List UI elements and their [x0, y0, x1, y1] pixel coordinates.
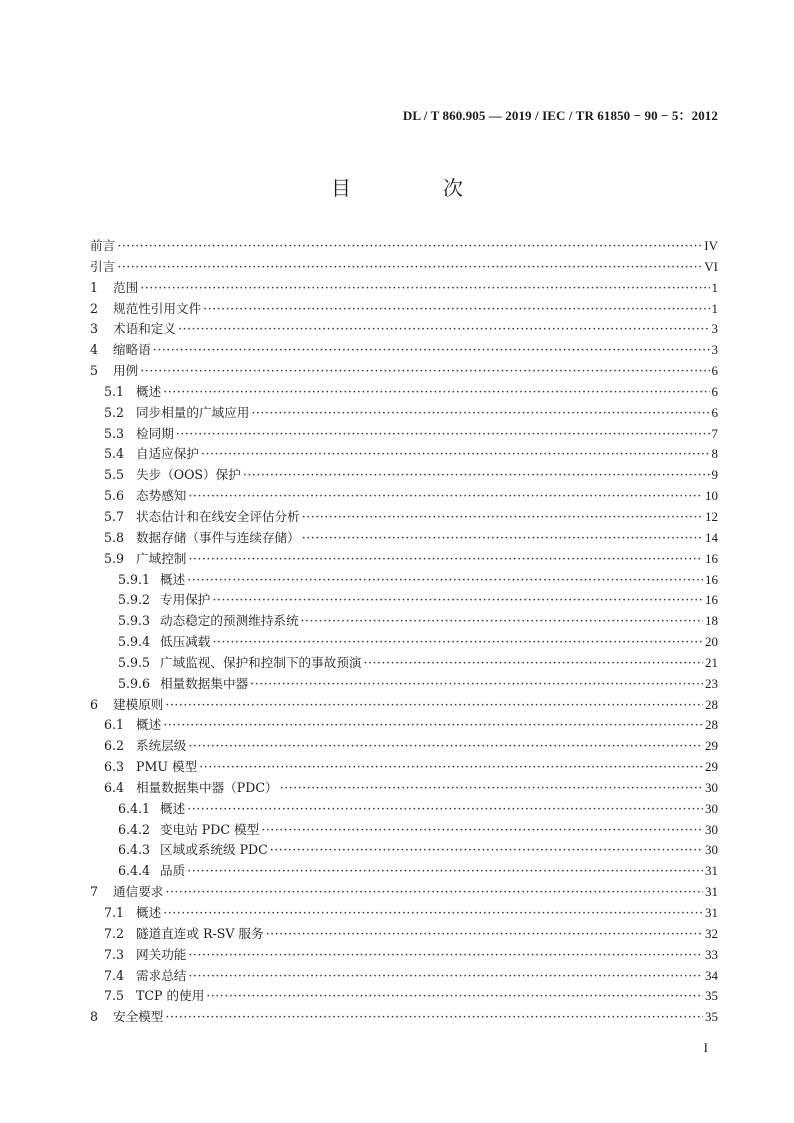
toc-entry-page: VI	[704, 258, 718, 274]
toc-entry-label: 低压减载	[160, 634, 211, 650]
toc-entry-number: 7.4	[104, 967, 125, 983]
toc-entry-page: 23	[705, 675, 718, 691]
toc-entry[interactable]	[90, 590, 718, 611]
toc-entry-number: 1	[90, 279, 99, 295]
toc-entry[interactable]	[90, 757, 718, 778]
toc-entry-number: 2	[90, 300, 99, 316]
toc-entry-number: 7.2	[104, 925, 125, 941]
toc-entry-number: 6.4.4	[118, 863, 151, 879]
toc-entry-page: 30	[705, 800, 718, 816]
toc-entry[interactable]	[90, 653, 718, 674]
toc-entry-page: 33	[705, 946, 718, 962]
toc-entry-number: 5.1	[104, 383, 125, 399]
toc-entry-number: 5.9.6	[118, 675, 151, 691]
dot-leader	[261, 820, 703, 841]
toc-entry-label: 概述	[136, 905, 162, 920]
toc-entry-number: 5.4	[104, 446, 125, 462]
toc-entry[interactable]	[90, 861, 718, 882]
toc-entry-label: 隧道直连或 R-SV 服务	[136, 925, 264, 941]
toc-entry-page: 35	[705, 1009, 718, 1025]
dot-leader	[188, 945, 703, 966]
dot-leader	[163, 715, 703, 736]
toc-entry[interactable]	[90, 465, 718, 486]
toc-entry-page: 30	[705, 821, 718, 837]
dot-leader	[188, 549, 703, 570]
toc-entry[interactable]	[90, 736, 718, 757]
toc-entry-label: 网关功能	[136, 946, 187, 962]
toc-entry-label: 需求总结	[136, 967, 187, 983]
dot-leader	[301, 611, 703, 632]
toc-entry-label: 广域控制	[136, 550, 187, 566]
toc-entry-number: 5.9.3	[118, 613, 151, 629]
dot-leader	[251, 403, 709, 424]
toc-entry-number: 7.1	[104, 905, 125, 920]
toc-entry[interactable]	[90, 507, 718, 528]
toc-entry-label: 状态估计和在线安全评估分析	[136, 508, 300, 524]
page-title: 目 次	[331, 176, 499, 200]
toc-entry[interactable]	[90, 257, 718, 278]
dot-leader	[117, 236, 702, 257]
toc-entry-label: 引言	[90, 258, 116, 274]
dot-leader	[140, 361, 709, 382]
toc-entry-page: 29	[705, 738, 718, 754]
toc-entry-number: 6.4	[104, 779, 125, 795]
toc-entry-page: 3	[711, 321, 718, 337]
toc-entry[interactable]	[90, 986, 718, 1007]
toc-entry[interactable]	[90, 674, 718, 695]
dot-leader	[302, 528, 703, 549]
dot-leader	[178, 319, 710, 340]
toc-entry-number: 5.3	[104, 425, 125, 441]
toc-entry[interactable]	[90, 924, 718, 945]
toc-entry-number: 5.2	[104, 404, 125, 420]
dot-leader	[302, 507, 703, 528]
dot-leader	[188, 486, 703, 507]
dot-leader	[270, 840, 703, 861]
toc-entry[interactable]	[90, 903, 718, 924]
toc-entry-page: 14	[705, 529, 718, 545]
toc-entry-label: 概述	[136, 717, 162, 733]
toc-entry-page: 35	[705, 988, 718, 1004]
toc-entry-page: 3	[711, 342, 718, 358]
dot-leader	[187, 861, 703, 882]
toc-entry-label: 检同期	[136, 425, 174, 441]
toc-entry[interactable]	[90, 424, 718, 445]
toc-entry-page: 7	[711, 425, 718, 441]
toc-entry[interactable]	[90, 966, 718, 987]
toc-entry[interactable]	[90, 299, 718, 320]
toc-entry-page: 29	[705, 759, 718, 775]
toc-entry-number: 5.6	[104, 488, 125, 504]
toc-entry-label: PMU 模型	[136, 759, 198, 775]
toc-entry-label: 用例	[113, 363, 139, 379]
toc-entry-label: 规范性引用文件	[113, 300, 202, 316]
toc-entry[interactable]	[90, 945, 718, 966]
toc-entry-page: 18	[705, 613, 718, 629]
toc-entry-label: 区域或系统级 PDC	[160, 842, 268, 858]
toc-entry-number: 5.9.1	[118, 571, 151, 587]
toc-entry[interactable]	[90, 236, 718, 257]
toc-entry-page: 16	[705, 592, 718, 608]
toc-entry-label: 概述	[160, 800, 186, 816]
dot-leader	[153, 340, 710, 361]
toc-entry[interactable]	[90, 715, 718, 736]
toc-entry-label: 态势感知	[136, 488, 187, 504]
dot-leader	[203, 299, 709, 320]
toc-entry-number: 6.2	[104, 738, 125, 754]
toc-entry-label: 专用保护	[160, 592, 211, 608]
toc-entry[interactable]	[90, 403, 718, 424]
toc-entry-label: 失步（OOS）保护	[136, 467, 241, 483]
dot-leader	[212, 590, 703, 611]
toc-entry[interactable]	[90, 528, 718, 549]
toc-entry-page: 30	[705, 779, 718, 795]
dot-leader	[117, 257, 702, 278]
toc-entry-label: 范围	[113, 279, 139, 295]
toc-entry-number: 7	[90, 884, 99, 900]
dot-leader	[163, 382, 709, 403]
toc-entry-page: 1	[711, 279, 718, 295]
toc-entry-number: 5.7	[104, 508, 125, 524]
toc-entry-label: 术语和定义	[113, 321, 176, 337]
toc-entry-page: 34	[705, 967, 718, 983]
toc-entry-page: 28	[705, 696, 718, 712]
dot-leader	[201, 444, 710, 465]
toc-entry-number: 5	[90, 363, 99, 379]
toc-entry[interactable]	[90, 799, 718, 820]
toc-entry[interactable]	[90, 695, 718, 716]
toc-entry-page: 1	[711, 300, 718, 316]
toc-entry-page: 9	[711, 467, 718, 483]
dot-leader	[280, 778, 703, 799]
toc-entry-page: 6	[711, 363, 718, 379]
toc-entry-page: 10	[705, 488, 718, 504]
toc-entry-page: 20	[705, 634, 718, 650]
toc-entry-label: 数据存储（事件与连续存储）	[136, 529, 300, 545]
toc-entry-number: 6.4.3	[118, 842, 151, 858]
toc-entry-label: 相量数据集中器	[160, 675, 249, 691]
toc-entry-number: 3	[90, 321, 99, 337]
toc-entry-number: 6.4.2	[118, 821, 151, 837]
toc-entry[interactable]	[90, 486, 718, 507]
toc-entry-page: 32	[705, 925, 718, 941]
toc-entry-number: 5.9.2	[118, 592, 151, 608]
toc-entry[interactable]	[90, 278, 718, 299]
toc-entry-label: 概述	[160, 571, 186, 587]
toc-entry-page: 16	[705, 550, 718, 566]
toc-entry[interactable]	[90, 444, 718, 465]
dot-leader	[250, 674, 703, 695]
toc-entry[interactable]	[90, 611, 718, 632]
toc-entry-label: 概述	[136, 383, 162, 399]
toc-entry-page: 12	[705, 508, 718, 524]
toc-entry-label: 广域监视、保护和控制下的事故预演	[160, 654, 362, 670]
toc-entry[interactable]	[90, 632, 718, 653]
toc-entry-label: 同步相量的广域应用	[136, 404, 250, 420]
toc-entry-number: 6.3	[104, 759, 125, 775]
toc-entry[interactable]	[90, 1007, 718, 1028]
toc-entry[interactable]	[90, 570, 718, 591]
toc-entry-number: 5.5	[104, 467, 125, 483]
toc-entry-label: 品质	[160, 863, 186, 879]
toc-entry-page: 31	[705, 905, 718, 920]
dot-leader	[206, 986, 703, 1007]
toc-entry-number: 5.9.5	[118, 654, 151, 670]
toc-entry-page: 6	[711, 383, 718, 399]
dot-leader	[163, 903, 703, 924]
page-number: I	[703, 1040, 708, 1055]
toc-entry[interactable]	[90, 778, 718, 799]
toc-entry[interactable]	[90, 549, 718, 570]
toc-entry[interactable]	[90, 882, 718, 903]
toc-entry[interactable]	[90, 340, 718, 361]
toc-entry-label: 动态稳定的预测维持系统	[160, 613, 299, 629]
dot-leader	[364, 653, 704, 674]
dot-leader	[140, 278, 709, 299]
toc-entry-number: 5.9.4	[118, 634, 151, 650]
toc-entry-number: 6.1	[104, 717, 125, 733]
standard-code: DL / T 860.905 — 2019 / IEC / TR 61850 − 90 − 5：2012	[402, 108, 718, 123]
toc-entry-label: 相量数据集中器（PDC）	[136, 779, 278, 795]
toc-entry[interactable]	[90, 361, 718, 382]
toc-entry-number: 7.5	[104, 988, 125, 1004]
dot-leader	[176, 424, 710, 445]
toc-entry[interactable]	[90, 820, 718, 841]
dot-leader	[212, 632, 703, 653]
toc-entry-page: 30	[705, 842, 718, 858]
toc-entry-page: 8	[711, 446, 718, 462]
toc-entry-number: 6.4.1	[118, 800, 151, 816]
toc-entry-page: 16	[705, 571, 718, 587]
toc-entry-label: 变电站 PDC 模型	[160, 821, 260, 837]
dot-leader	[199, 757, 703, 778]
toc-entry-number: 5.9	[104, 550, 125, 566]
toc-entry-number: 6	[90, 696, 99, 712]
dot-leader	[188, 736, 703, 757]
dot-leader	[187, 799, 703, 820]
toc-entry-label: 系统层级	[136, 738, 187, 754]
toc-entry-page: IV	[704, 238, 718, 253]
dot-leader	[188, 966, 703, 987]
toc-entry[interactable]	[90, 840, 718, 861]
table-of-contents	[90, 236, 718, 1028]
toc-entry-label: 前言	[90, 238, 116, 253]
toc-entry-label: 通信要求	[113, 884, 164, 900]
dot-leader	[266, 924, 703, 945]
toc-entry[interactable]	[90, 382, 718, 403]
toc-entry-page: 31	[705, 863, 718, 879]
dot-leader	[187, 570, 703, 591]
toc-entry-label: TCP 的使用	[136, 988, 205, 1004]
dot-leader	[165, 882, 703, 903]
toc-entry-page: 28	[705, 717, 718, 733]
dot-leader	[243, 465, 710, 486]
toc-entry-number: 4	[90, 342, 99, 358]
toc-entry-label: 安全模型	[113, 1009, 164, 1025]
toc-entry-label: 自适应保护	[136, 446, 199, 462]
dot-leader	[165, 695, 703, 716]
toc-entry-page: 31	[705, 884, 718, 900]
toc-entry-label: 建模原则	[113, 696, 164, 712]
dot-leader	[165, 1007, 703, 1028]
toc-entry-label: 缩略语	[113, 342, 151, 358]
toc-entry-number: 7.3	[104, 946, 125, 962]
toc-entry-number: 5.8	[104, 529, 125, 545]
toc-entry[interactable]	[90, 319, 718, 340]
toc-entry-page: 6	[711, 404, 718, 420]
toc-entry-page: 21	[705, 654, 718, 670]
toc-entry-number: 8	[90, 1009, 99, 1025]
